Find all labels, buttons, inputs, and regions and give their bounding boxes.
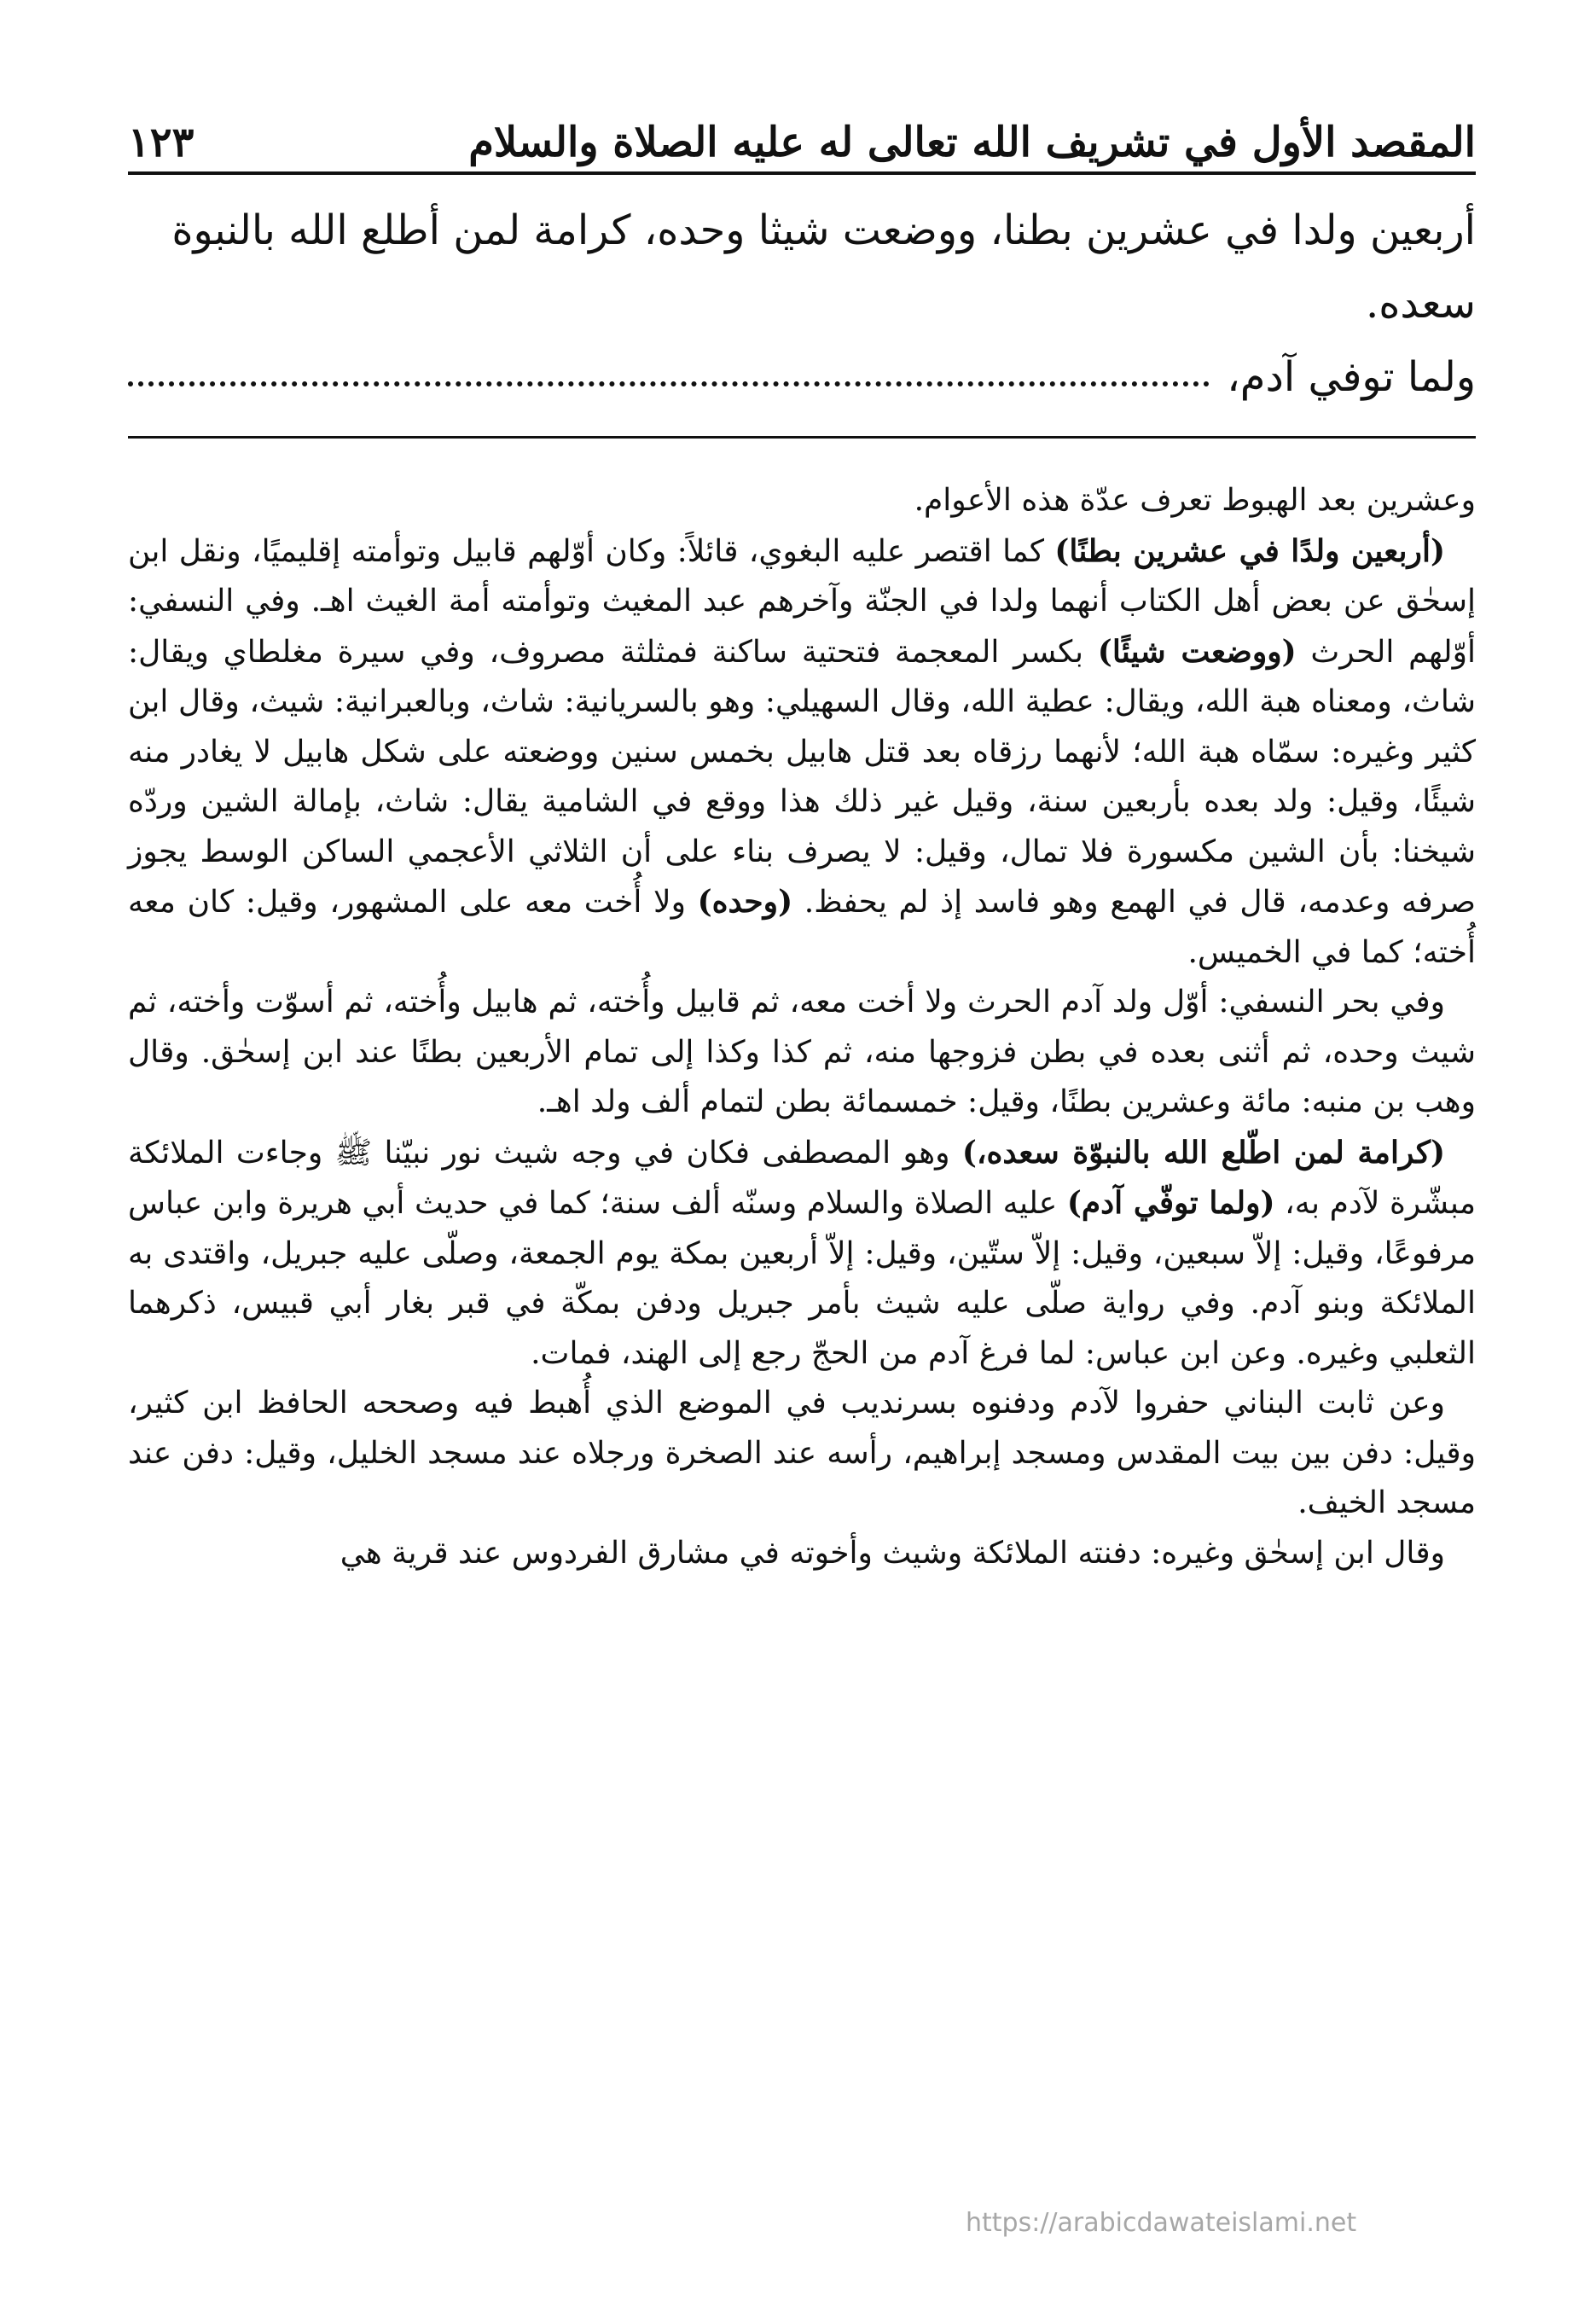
lemma: (ولما توفّي آدم) [1066,1185,1275,1221]
lemma: (وحده) [697,884,793,920]
commentary-paragraph [128,526,1476,979]
matn-line-with-dots [128,340,1476,414]
commentary-text [128,439,1476,1578]
commentary-text-run: كما اقتصر عليه البغوي، قائلاً: وكان أوّلهم قابيل وتوأمته إقليميًا، ونقل ابن إسحٰق عن بعض أهل الكتاب أنهما ولدا في الجنّة وآخرهم عبد المغيث وتوأمته أمة الغيث اهـ. وفي النسفي: أوّلهم الحرث [128,533,1476,670]
page-number: ١٢٣ [128,119,194,166]
commentary-paragraph [128,1379,1476,1529]
commentary-text-run: ولا أُخت معه على المشهور، وقيل: كان معه أُخته؛ كما في الخميس. [128,885,1476,970]
commentary-text-run: وفي بحر النسفي: أوّل ولد آدم الحرث ولا أخت معه، ثم قابيل وأُخته، ثم هابيل وأُخته، ثم أسوّت وأخته، ثم شيث وحده، ثم أثنى بعده في بطن فزوجها منه، ثم كذا وكذا إلى تمام الأربعين بطنًا عند ابن إسحٰق. وقال وهب بن منبه: مائة وعشرين بطنًا، وقيل: خمسمائة بطن لتمام ألف ولد اهـ. [128,985,1476,1119]
commentary-paragraph [128,476,1476,526]
matn-line: أربعين ولدا في عشرين بطنا، ووضعت شيثا وحده، كرامة لمن أطلع الله بالنبوة [171,206,1476,254]
running-header [128,90,1476,175]
book-page [128,90,1476,2274]
matn-line: ولما توفي آدم، [1227,353,1476,401]
running-title: المقصد الأول في تشريف الله تعالى له عليه الصلاة والسلام [468,119,1476,166]
commentary-text-run: وعشرين بعد الهبوط تعرف عدّة هذه الأعوام. [914,483,1476,518]
commentary-paragraph [128,978,1476,1128]
lemma: (كرامة لمن اطّلع الله بالنبوّة سعده،) [961,1134,1445,1171]
lemma: (أربعين ولدًا في عشرين بطنًا) [1054,532,1445,569]
matn-line: سعده. [1366,280,1476,328]
commentary-text-run: وعن ثابت البناني حفروا لآدم ودفنوه بسرنديب في الموضع الذي أُهبط فيه وصححه الحافظ ابن كثير، وقيل: دفن بين بيت المقدس ومسجد إبراهيم، رأسه عند الصخرة ورجلاه عند مسجد الخليل، وقيل: دفن عند مسجد الخيف. [128,1386,1476,1520]
ellipsis-dots [128,381,1210,386]
matn-text [128,175,1476,414]
watermark-url: https://arabicdawateislami.net [966,2208,1357,2238]
commentary-text-run: بكسر المعجمة فتحتية ساكنة فمثلثة مصروف، وفي سيرة مغلطاي ويقال: شاث، ومعناه هبة الله، ويقال: عطية الله، وقال السهيلي: وهو بالسريانية: شاث، وبالعبرانية: شيث، وقال ابن كثير وغيره: سمّاه هبة الله؛ لأنهما رزقاه بعد قتل هابيل بخمس سنين ووضعته على شكل هابيل لا يغادر منه شيئًا، وقيل: ولد بعده بأربعين سنة، وقيل غير ذلك هذا ووقع في الشامية يقال: شاث، بإمالة الشين وردّه شيخنا: بأن الشين مكسورة فلا تمال، وقيل: لا يصرف بناء على أن الثلاثي الأعجمي الساكن الوسط يجوز صرفه وعدمه، قال في الهمع وهو فاسد إذ لم يحفظ. [128,634,1476,920]
commentary-paragraph [128,1128,1476,1380]
commentary-text-run: وقال ابن إسحٰق وغيره: دفنته الملائكة وشيث وأخوته في مشارق الفردوس عند قرية هي [340,1535,1445,1571]
commentary-text-run: عليه الصلاة والسلام وسنّه ألف سنة؛ كما في حديث أبي هريرة وابن عباس مرفوعًا، وقيل: إلاّ سبعين، وقيل: إلاّ ستّين، وقيل: إلاّ أربعين بمكة يوم الجمعة، وصلّى عليه جبريل، واقتدى به الملائكة وبنو آدم. وفي رواية صلّى عليه شيث بأمر جبريل ودفن بمكّة في قبر بغار أبي قبيس، ذكرهما الثعلبي وغيره. وعن ابن عباس: لما فرغ آدم من الحجّ رجع إلى الهند، فمات. [128,1186,1476,1371]
lemma: (ووضعت شيئًا) [1097,633,1297,670]
commentary-text-run: وهو المصطفى فكان في وجه شيث نور نبيّنا ﷺ وجاءت الملائكة مبشّرة لآدم به، [128,1135,1477,1221]
commentary-paragraph [128,1529,1476,1579]
